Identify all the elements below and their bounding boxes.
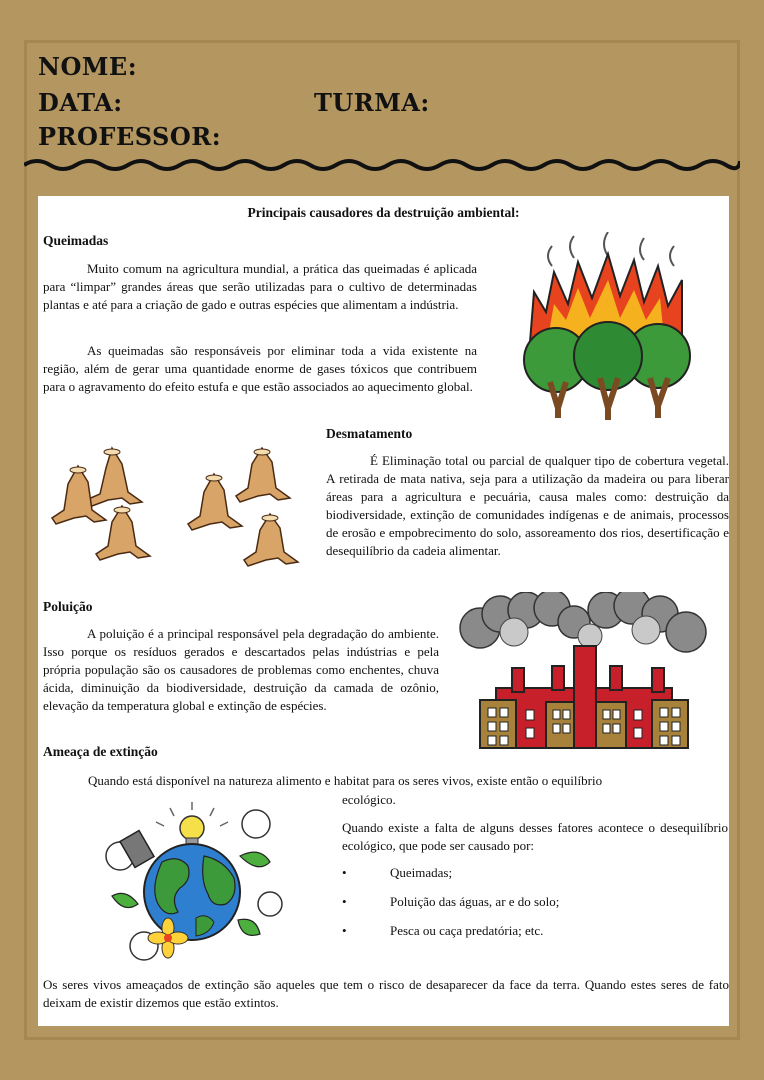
wavy-divider [24, 155, 740, 179]
teacher-label: PROFESSOR: [38, 122, 222, 151]
tree-stumps-illustration [48, 436, 318, 576]
document-title: Principais causadores da destruição ambiental: [247, 205, 520, 220]
student-header [38, 52, 728, 162]
list-item: • Poluição das águas, ar e do solo; [342, 893, 728, 922]
section-heading-queimadas: Queimadas [43, 233, 109, 248]
queimadas-paragraph-1: Muito comum na agricultura mundial, a prática das queimadas é aplicada para “limpar” grandes áreas que serão utilizadas para o cultivo de determinadas plantas e até para a criação de gado e outras espécies que alimentam a indústria. [43, 261, 477, 312]
extincao-paragraph-1: Quando está disponível na natureza alimento e habitat para os seres vivos, existe então o equilíbrio [88, 773, 603, 788]
date-label: DATA: [38, 88, 123, 117]
burning-trees-illustration [512, 232, 698, 422]
causes-list [342, 864, 728, 951]
desmatamento-paragraph: É Eliminação total ou parcial de qualquer tipo de cobertura vegetal. A retirada de mata nativa, seja para a utilização da madeira ou para liberar áreas para a agricultura e pecuária, causa males como: destruição da biodiversidade, extinção de comunidades indígenas e de animais, processos de erosão e empobrecimento do solo, assoreamento dos rios, desertificação e desequilíbrio da cadeia alimentar. [326, 453, 729, 558]
polluting-factory-illustration [456, 592, 712, 754]
poluicao-paragraph: A poluição é a principal responsável pela degradação do ambiente. Isso porque os resíduos gerados e descartados pelas indústrias e pela própria população são os causadores de problemas como enchentes, chuva ácida, diminuição da biodiversidade, destruição da camada de ozônio, elevação da temperatura global e extinção de espécies. [43, 626, 439, 713]
section-heading-poluicao: Poluição [43, 599, 93, 614]
worksheet [38, 196, 729, 1026]
class-label: TURMA: [314, 88, 430, 117]
name-label: NOME: [38, 52, 138, 81]
extincao-paragraph-1-end: ecológico. [342, 792, 396, 807]
list-item: • Queimadas; [342, 864, 728, 893]
section-heading-extincao: Ameaça de extinção [43, 744, 158, 759]
earth-globe-lightbulb-illustration [100, 800, 284, 970]
section-heading-desmatamento: Desmatamento [326, 426, 413, 441]
queimadas-paragraph-2: As queimadas são responsáveis por eliminar toda a vida existente na região, além de gerar uma quantidade enorme de gases tóxicos que contribuem para o agravamento do efeito estufa e que estão associados ao aquecimento global. [43, 343, 477, 394]
extincao-paragraph-2: Quando existe a falta de alguns desses fatores acontece o desequilíbrio ecológico, que pode ser causado por: [342, 820, 728, 853]
list-item: • Pesca ou caça predatória; etc. [342, 922, 728, 951]
extincao-closing-paragraph: Os seres vivos ameaçados de extinção são aqueles que tem o risco de desaparecer da face da terra. Quando estes seres de fato deixam de existir dizemos que estão extintos. [43, 977, 729, 1010]
